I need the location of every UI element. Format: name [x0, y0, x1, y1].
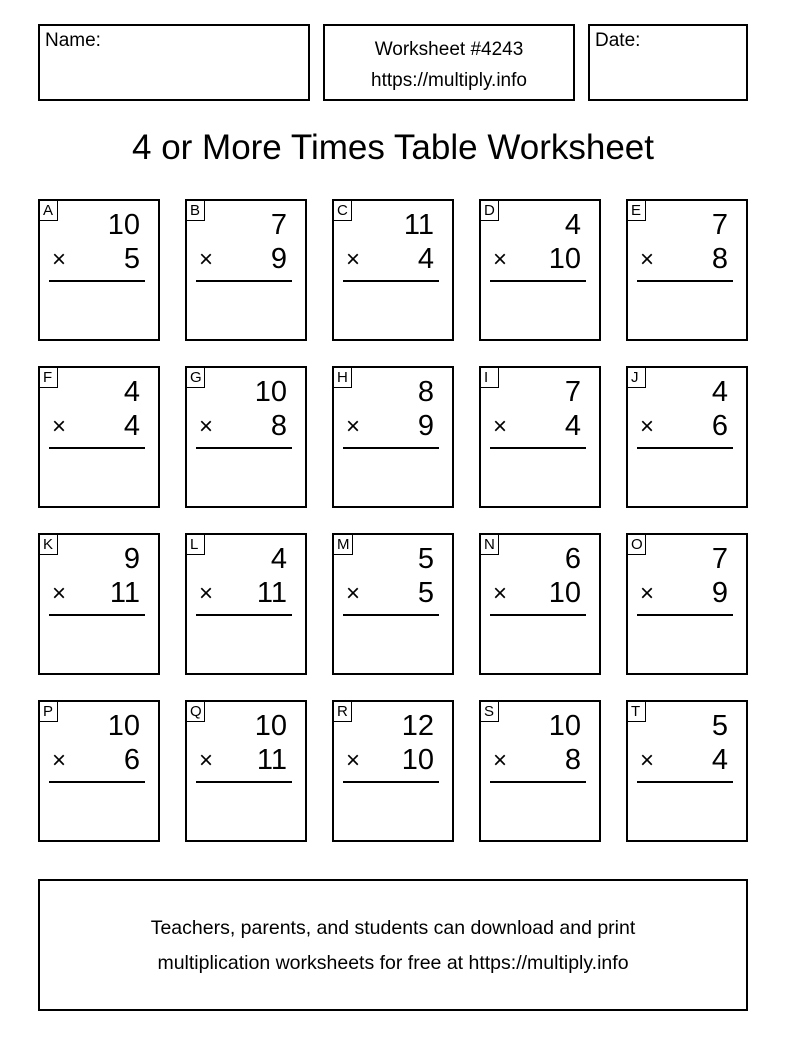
name-field-box	[38, 24, 310, 101]
times-sign: ×	[199, 580, 214, 607]
times-sign: ×	[493, 246, 508, 273]
answer-line	[637, 447, 733, 449]
problem-letter: R	[334, 702, 352, 722]
multiplicand: 10	[254, 376, 287, 408]
multiplier: 10	[548, 243, 581, 275]
problem-letter: T	[628, 702, 646, 722]
footer-line-2: multiplication worksheets for free at https://multiply.info	[157, 952, 629, 974]
multiplicand: 10	[254, 710, 287, 742]
answer-line	[490, 781, 586, 783]
multiplicand: 10	[107, 209, 140, 241]
multiplier: 9	[711, 577, 728, 609]
multiplier: 5	[123, 243, 140, 275]
times-sign: ×	[640, 747, 655, 774]
problem-card	[185, 533, 307, 675]
times-sign: ×	[346, 246, 361, 273]
multiplicand: 7	[564, 376, 581, 408]
problem-letter: N	[481, 535, 499, 555]
problem-card	[626, 366, 748, 508]
multiplier: 11	[109, 577, 140, 609]
answer-line	[637, 781, 733, 783]
problem-card	[332, 199, 454, 341]
multiplier: 10	[548, 577, 581, 609]
problem-card	[38, 533, 160, 675]
problem-card	[332, 366, 454, 508]
date-field-box	[588, 24, 748, 101]
problem-letter: E	[628, 201, 646, 221]
multiplier: 6	[123, 744, 140, 776]
problem-letter: P	[40, 702, 58, 722]
multiplicand: 11	[403, 209, 434, 241]
worksheet-number: Worksheet #4243	[374, 39, 524, 60]
problem-card	[479, 700, 601, 842]
multiplier: 8	[564, 744, 581, 776]
multiplicand: 4	[564, 209, 581, 241]
problem-letter: D	[481, 201, 499, 221]
problem-letter: B	[187, 201, 205, 221]
multiplier: 6	[711, 410, 728, 442]
multiplicand: 4	[270, 543, 287, 575]
times-sign: ×	[52, 413, 67, 440]
problem-card	[626, 700, 748, 842]
footer-box	[38, 879, 748, 1011]
problem-card	[38, 366, 160, 508]
times-sign: ×	[199, 747, 214, 774]
multiplier: 5	[417, 577, 434, 609]
worksheet-url: https://multiply.info	[371, 70, 527, 91]
times-sign: ×	[640, 413, 655, 440]
answer-line	[196, 781, 292, 783]
answer-line	[196, 447, 292, 449]
answer-line	[49, 280, 145, 282]
problem-letter: O	[628, 535, 646, 555]
problem-card	[185, 366, 307, 508]
problem-card	[332, 533, 454, 675]
problem-letter: S	[481, 702, 499, 722]
multiplicand: 6	[564, 543, 581, 575]
problem-card	[332, 700, 454, 842]
problem-letter: K	[40, 535, 58, 555]
problem-letter: J	[628, 368, 646, 388]
times-sign: ×	[199, 413, 214, 440]
answer-line	[637, 614, 733, 616]
multiplicand: 5	[417, 543, 434, 575]
answer-line	[490, 447, 586, 449]
times-sign: ×	[346, 580, 361, 607]
multiplicand: 4	[123, 376, 140, 408]
times-sign: ×	[346, 747, 361, 774]
multiplicand: 7	[711, 543, 728, 575]
times-sign: ×	[199, 246, 214, 273]
footer-line-1: Teachers, parents, and students can download and print	[150, 917, 636, 939]
multiplicand: 4	[711, 376, 728, 408]
answer-line	[196, 280, 292, 282]
problem-letter: H	[334, 368, 352, 388]
multiplier: 8	[711, 243, 728, 275]
multiplier: 9	[270, 243, 287, 275]
problem-card	[626, 533, 748, 675]
answer-line	[49, 614, 145, 616]
answer-line	[343, 447, 439, 449]
problem-card	[38, 199, 160, 341]
page-title: 4 or More Times Table Worksheet	[132, 128, 654, 167]
multiplicand: 9	[123, 543, 140, 575]
answer-line	[490, 614, 586, 616]
problem-letter: Q	[187, 702, 205, 722]
answer-line	[490, 280, 586, 282]
problem-card	[185, 700, 307, 842]
multiplier: 10	[401, 744, 434, 776]
name-label: Name:	[45, 30, 101, 51]
times-sign: ×	[493, 747, 508, 774]
multiplier: 9	[417, 410, 434, 442]
answer-line	[49, 781, 145, 783]
times-sign: ×	[52, 246, 67, 273]
answer-line	[637, 280, 733, 282]
multiplicand: 12	[401, 710, 434, 742]
times-sign: ×	[346, 413, 361, 440]
multiplicand: 10	[548, 710, 581, 742]
problem-card	[479, 366, 601, 508]
multiplier: 11	[256, 577, 287, 609]
problem-card	[479, 199, 601, 341]
problem-letter: I	[481, 368, 499, 388]
problem-card	[185, 199, 307, 341]
problem-letter: M	[334, 535, 353, 555]
times-sign: ×	[493, 413, 508, 440]
problem-letter: A	[40, 201, 58, 221]
multiplier: 4	[711, 744, 728, 776]
problem-letter: G	[187, 368, 205, 388]
times-sign: ×	[52, 580, 67, 607]
multiplier: 8	[270, 410, 287, 442]
multiplier: 4	[123, 410, 140, 442]
times-sign: ×	[52, 747, 67, 774]
answer-line	[343, 614, 439, 616]
times-sign: ×	[640, 580, 655, 607]
multiplicand: 7	[270, 209, 287, 241]
multiplicand: 5	[711, 710, 728, 742]
problem-letter: L	[187, 535, 205, 555]
answer-line	[49, 447, 145, 449]
problem-card	[38, 700, 160, 842]
problem-letter: F	[40, 368, 58, 388]
multiplier: 4	[564, 410, 581, 442]
answer-line	[343, 781, 439, 783]
answer-line	[343, 280, 439, 282]
problem-card	[626, 199, 748, 341]
date-label: Date:	[595, 30, 641, 51]
multiplier: 11	[256, 744, 287, 776]
multiplicand: 7	[711, 209, 728, 241]
multiplicand: 8	[417, 376, 434, 408]
worksheet-info-box	[323, 24, 575, 101]
problem-letter: C	[334, 201, 352, 221]
answer-line	[196, 614, 292, 616]
times-sign: ×	[640, 246, 655, 273]
times-sign: ×	[493, 580, 508, 607]
problem-card	[479, 533, 601, 675]
multiplier: 4	[417, 243, 434, 275]
multiplicand: 10	[107, 710, 140, 742]
